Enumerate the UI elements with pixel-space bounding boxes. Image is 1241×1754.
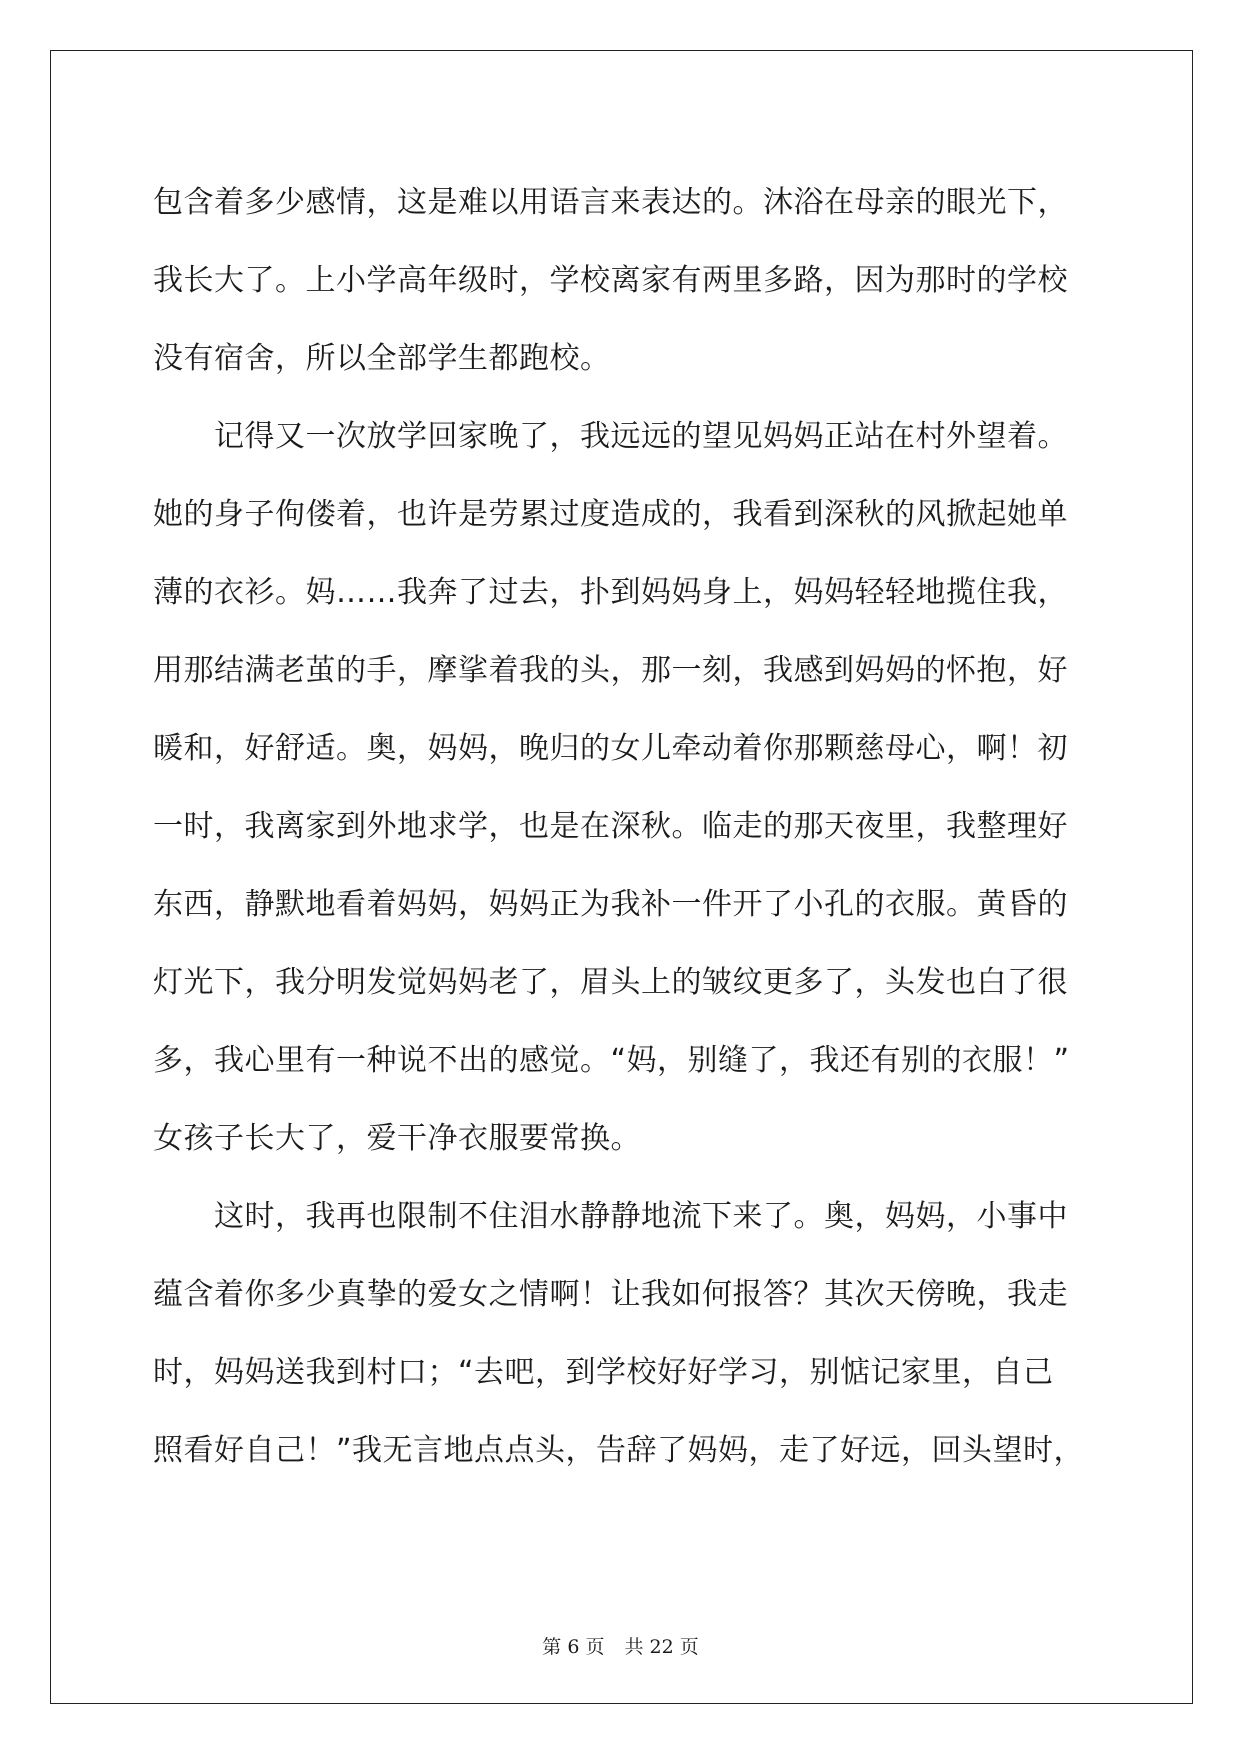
page-total: 共 22 页 [624, 1636, 699, 1658]
text-line: 用那结满老茧的手，摩挲着我的头，那一刻，我感到妈妈的怀抱，好 [153, 653, 1068, 688]
body-text [153, 164, 1098, 1490]
text-line: 多，我心里有一种说不出的感觉。“妈，别缝了，我还有别的衣服！” [153, 1043, 1070, 1078]
text-line: 薄的衣衫。妈……我奔了过去，扑到妈妈身上，妈妈轻轻地揽住我， [153, 575, 1068, 610]
text-line: 她的身子佝偻着，也许是劳累过度造成的，我看到深秋的风掀起她单 [153, 497, 1068, 532]
text-line: 这时，我再也限制不住泪水静静地流下来了。奥，妈妈，小事中 [153, 1199, 1068, 1234]
page-number: 第 6 页 [542, 1636, 605, 1658]
text-line: 时，妈妈送我到村口；“去吧，到学校好好学习，别惦记家里，自己 [153, 1355, 1054, 1390]
text-line: 东西，静默地看着妈妈，妈妈正为我补一件开了小孔的衣服。黄昏的 [153, 887, 1068, 922]
text-line: 没有宿舍，所以全部学生都跑校。 [153, 341, 611, 376]
text-line: 蕴含着你多少真挚的爱女之情啊！让我如何报答？其次天傍晚，我走 [153, 1277, 1068, 1312]
text-line: 我长大了。上小学高年级时，学校离家有两里多路，因为那时的学校 [153, 263, 1068, 298]
text-line: 女孩子长大了，爱干净衣服要常换。 [153, 1121, 641, 1156]
text-line: 记得又一次放学回家晚了，我远远的望见妈妈正站在村外望着。 [153, 419, 1068, 454]
text-line: 暖和，好舒适。奥，妈妈，晚归的女儿牵动着你那颗慈母心，啊！初 [153, 731, 1068, 766]
text-line: 包含着多少感情，这是难以用语言来表达的。沐浴在母亲的眼光下， [153, 185, 1068, 220]
text-line: 一时，我离家到外地求学，也是在深秋。临走的那天夜里，我整理好 [153, 809, 1068, 844]
text-line: 照看好自己！”我无言地点点头，告辞了妈妈，走了好远，回头望时， [153, 1433, 1085, 1468]
page-footer [0, 1632, 1241, 1659]
text-line: 灯光下，我分明发觉妈妈老了，眉头上的皱纹更多了，头发也白了很 [153, 965, 1068, 1000]
